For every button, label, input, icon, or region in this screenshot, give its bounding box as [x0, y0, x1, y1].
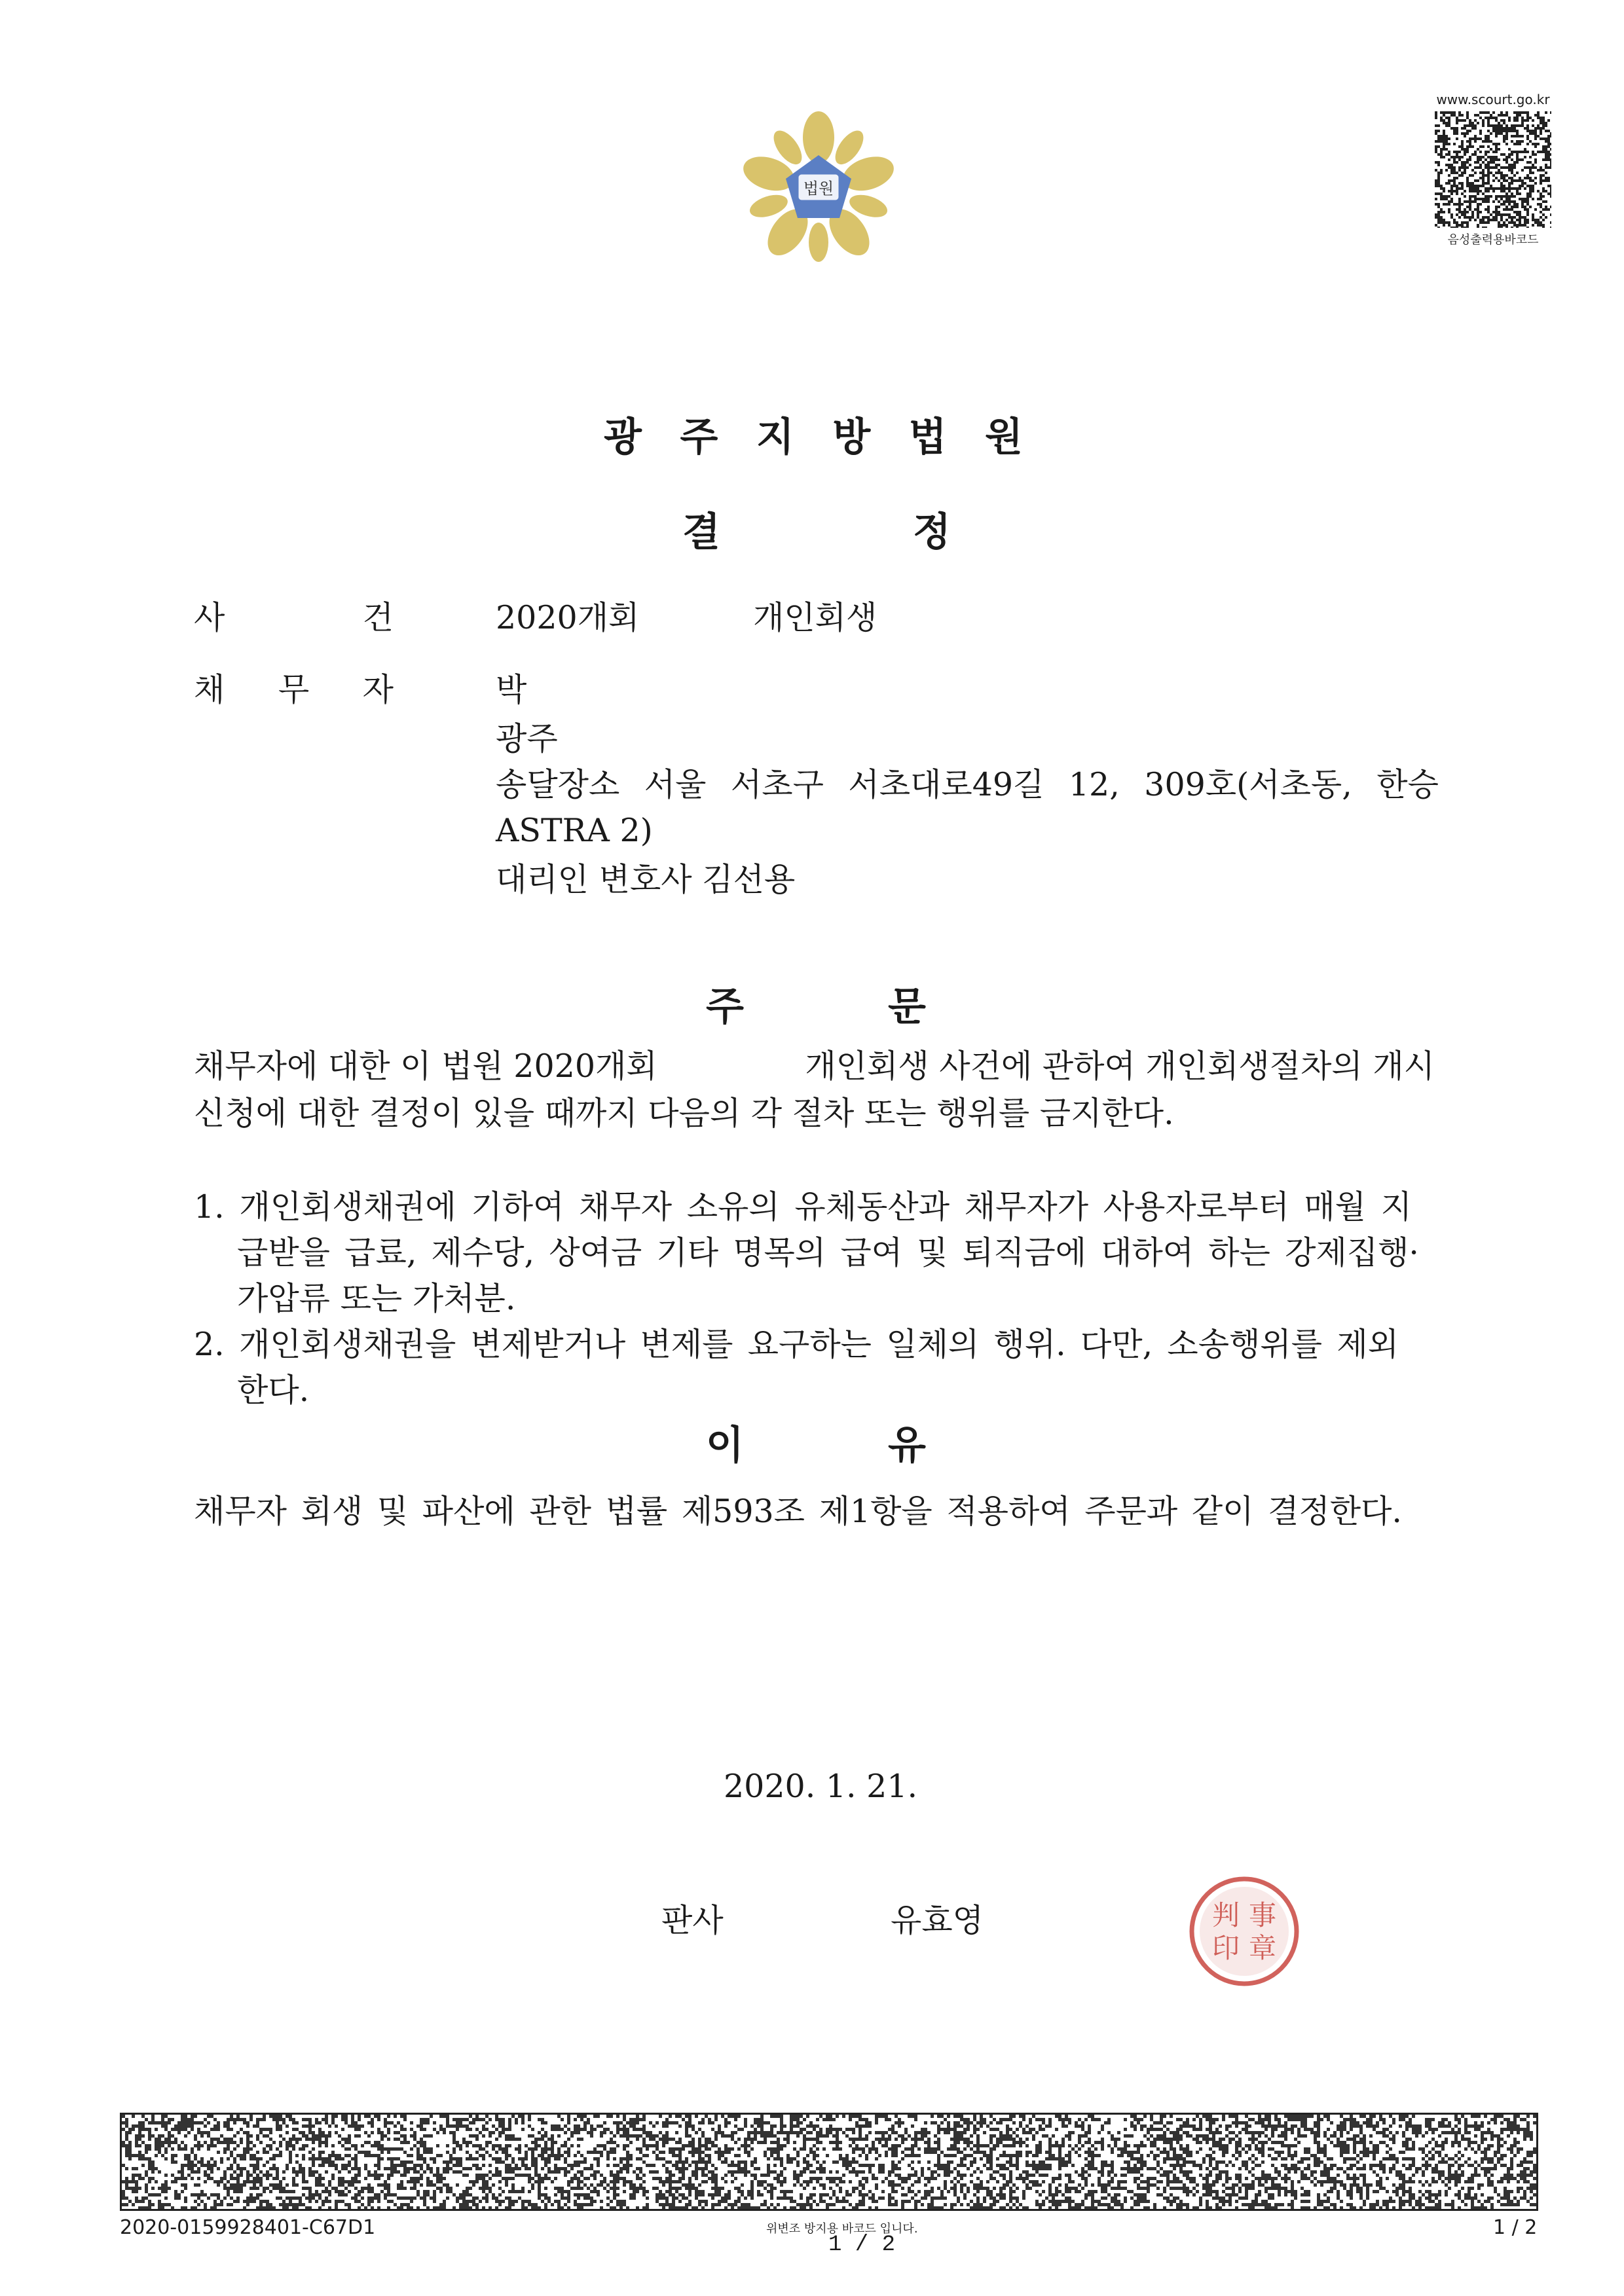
order-paragraph-line [194, 1048, 1435, 1086]
document-title-char: 결 [682, 509, 720, 555]
svg-text:事: 事 [1248, 1899, 1277, 1931]
barcode-note: 위변조 방지용 바코드 입니다. [766, 2222, 918, 2236]
court-name [604, 406, 1023, 462]
case-type: 개인회생 [753, 599, 877, 636]
order-item-1: 1. 개인회생채권에 기하여 채무자 소유의 유체동산과 채무자가 사용자로부터 매월 지 [194, 1188, 1412, 1226]
order-item-2-cont: 한다. [237, 1372, 310, 1409]
order-heading [706, 975, 926, 1032]
case-label [194, 599, 394, 638]
reason-heading-char: 이 [706, 1423, 744, 1468]
court-name-char: 방 [832, 414, 871, 460]
address-label: 송달장소 [496, 766, 620, 803]
debtor-label-char: 자 [362, 671, 394, 708]
debtor-label-char: 채 [194, 671, 225, 708]
court-name-char: 주 [680, 414, 718, 460]
case-label-char: 건 [362, 599, 394, 636]
court-name-char: 광 [604, 414, 642, 460]
case-number: 2020개회 [496, 599, 640, 636]
qr-code-icon [1435, 111, 1551, 228]
court-emblem-icon [737, 108, 900, 272]
svg-text:印: 印 [1211, 1932, 1240, 1964]
address-word: 309호(서초동, [1144, 766, 1352, 803]
debtor-name: 박 [496, 671, 527, 708]
voice-barcode-block [1428, 92, 1559, 247]
order-paragraph-line: 신청에 대한 결정이 있을 때까지 다음의 각 절차 또는 행위를 금지한다. [194, 1095, 1174, 1132]
address-word: 한승 [1376, 766, 1439, 803]
reason-text: 채무자 회생 및 파산에 관한 법률 제593조 제1항을 적용하여 주문과 같이 결정한다. [194, 1493, 1402, 1530]
order-item-1-cont: 가압류 또는 가처분. [237, 1280, 516, 1317]
order-item-1-cont: 급받을 급료, 제수당, 상여금 기타 명목의 급여 및 퇴직금에 대하여 하는 강제집행· [237, 1234, 1419, 1271]
qr-caption: 음성출력용바코드 [1447, 233, 1539, 247]
document-title-char: 정 [913, 509, 951, 555]
court-name-char: 법 [908, 414, 947, 460]
order-text-part: 채무자에 대한 이 법원 2020개회 [194, 1048, 657, 1085]
document-title [682, 501, 951, 557]
judge-name: 유효영 [891, 1902, 984, 1939]
page-number-center: 1 / 2 [828, 2232, 896, 2257]
judge-seal [1185, 1872, 1303, 1990]
svg-text:判: 判 [1211, 1899, 1240, 1931]
document-id: 2020-0159928401-C67D1 [120, 2216, 376, 2239]
order-heading-char: 문 [888, 984, 926, 1030]
delivery-address [496, 766, 1439, 805]
emblem-text: 법원 [803, 179, 834, 198]
address-word: 12, [1068, 766, 1120, 803]
court-name-char: 지 [756, 414, 794, 460]
case-label-char: 사 [194, 599, 225, 636]
debtor-label-char: 무 [278, 671, 310, 708]
anti-forgery-barcode [120, 2113, 1538, 2211]
delivery-address-cont: ASTRA 2) [496, 812, 653, 849]
decision-date: 2020. 1. 21. [724, 1768, 918, 1805]
order-text-part: 개인회생 사건에 관하여 개인회생절차의 개시 [805, 1048, 1435, 1085]
page-number: 1 / 2 [1493, 2216, 1538, 2239]
qr-url: www.scourt.go.kr [1436, 92, 1550, 107]
debtor-label [194, 671, 394, 710]
judge-seal-icon [1185, 1872, 1303, 1990]
court-emblem [737, 108, 900, 272]
order-heading-char: 주 [706, 984, 744, 1030]
judge-label: 판사 [661, 1902, 724, 1939]
debtor-city: 광주 [496, 720, 558, 757]
svg-text:章: 章 [1248, 1932, 1277, 1964]
debtor-agent: 대리인 변호사 김선용 [496, 861, 796, 898]
reason-heading-char: 유 [888, 1423, 926, 1468]
address-word: 서초구 [730, 766, 824, 803]
reason-heading [706, 1414, 926, 1470]
court-name-char: 원 [985, 414, 1023, 460]
address-word: 서울 [644, 766, 707, 803]
order-item-2: 2. 개인회생채권을 변제받거나 변제를 요구하는 일체의 행위. 다만, 소송행위를 제외 [194, 1326, 1399, 1363]
address-word: 서초대로49길 [848, 766, 1044, 803]
